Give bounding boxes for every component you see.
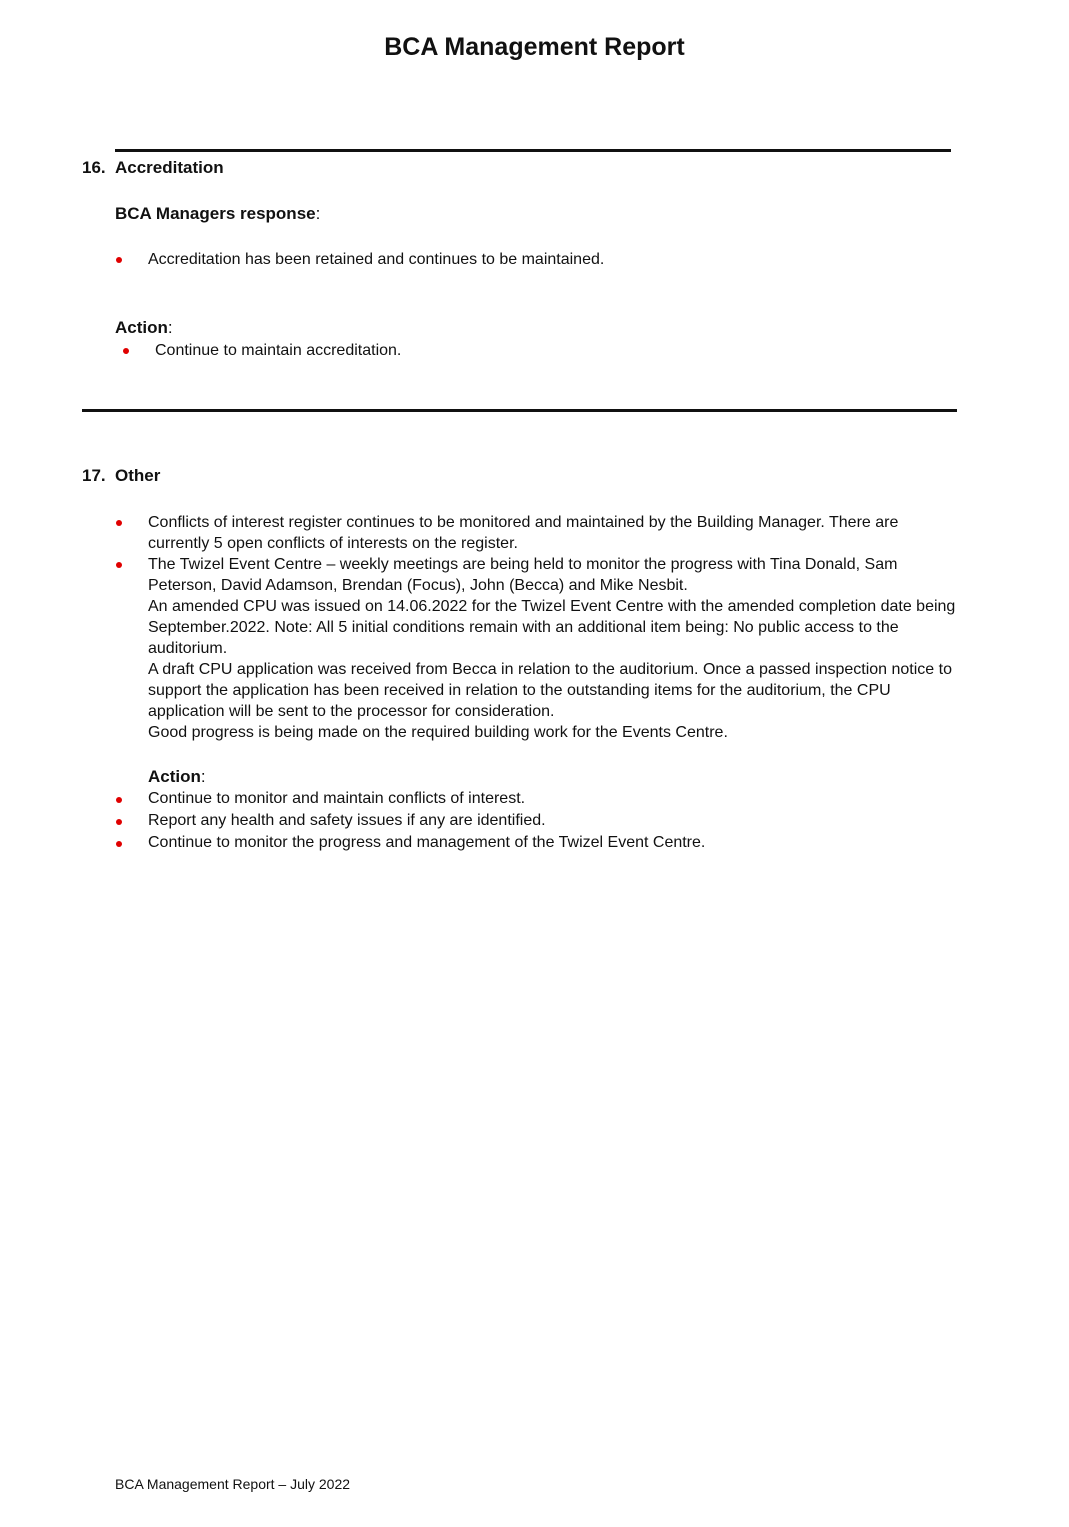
action-label [148,766,960,788]
colon: : [167,318,173,337]
list-item-text: Continue to monitor the progress and management of the Twizel Event Centre. [148,834,706,851]
bullet-icon [116,841,122,847]
page-footer: BCA Management Report – July 2022 [115,1476,351,1492]
section-divider [82,409,957,412]
paragraph: A draft CPU application was received from Becca in relation to the auditorium. Once a passed inspection notice to support the application has been received in relation to the outstanding items for the auditorium, the CPU application will be sent to the processor for consideration. [148,661,952,720]
list-item [115,788,960,810]
section-number: 17. [82,466,106,485]
paragraph: An amended CPU was issued on 14.06.2022 for the Twizel Event Centre with the amended completion date being September.2022. Note: All 5 initial conditions remain with an additional item being: No public access to the auditorium. [148,598,956,657]
section-16-bullets [115,249,955,270]
bullet-icon [116,562,122,568]
list-item-text: Conflicts of interest register continues to be monitored and maintained by the Building Manager. There are currently 5 open conflicts of interests on the register. [148,514,899,552]
list-item [115,249,955,270]
action-label-text: Action [115,318,168,337]
list-item [115,832,960,854]
bullet-icon [123,348,129,354]
bullet-icon [116,520,122,526]
action-label [115,318,173,338]
bullet-icon [116,819,122,825]
section-16-heading [82,158,224,178]
response-label [115,204,320,224]
list-item-text: Continue to maintain accreditation. [155,342,402,359]
list-item [115,810,960,832]
section-17-body [115,512,960,854]
bullet-icon [116,257,122,263]
response-label-text: BCA Managers response [115,204,316,223]
section-title: Other [115,466,161,485]
list-item [115,554,960,596]
list-item-text: Report any health and safety issues if any are identified. [148,812,546,829]
section-17-actions [115,788,960,854]
section-16-actions [115,340,955,361]
bullet-icon [116,797,122,803]
section-number: 16. [82,158,106,177]
paragraph: Good progress is being made on the required building work for the Events Centre. [148,724,728,741]
action-label-text: Action [148,767,201,786]
list-item-text: The Twizel Event Centre – weekly meetings are being held to monitor the progress with Tina Donald, Sam Peterson, David Adamson, Brendan (Focus), John (Becca) and Mike Nesbit. [148,556,898,594]
list-item-text: Accreditation has been retained and continues to be maintained. [148,251,605,268]
section-title: Accreditation [115,158,224,177]
section-17-heading [82,466,160,486]
list-item-text: Continue to monitor and maintain conflicts of interest. [148,790,526,807]
list-item [115,512,960,554]
page-title: BCA Management Report [384,33,685,61]
colon: : [200,767,206,786]
list-item [115,340,955,361]
colon: : [315,204,321,223]
section-17-bullets [115,512,960,596]
section-divider [115,149,951,152]
